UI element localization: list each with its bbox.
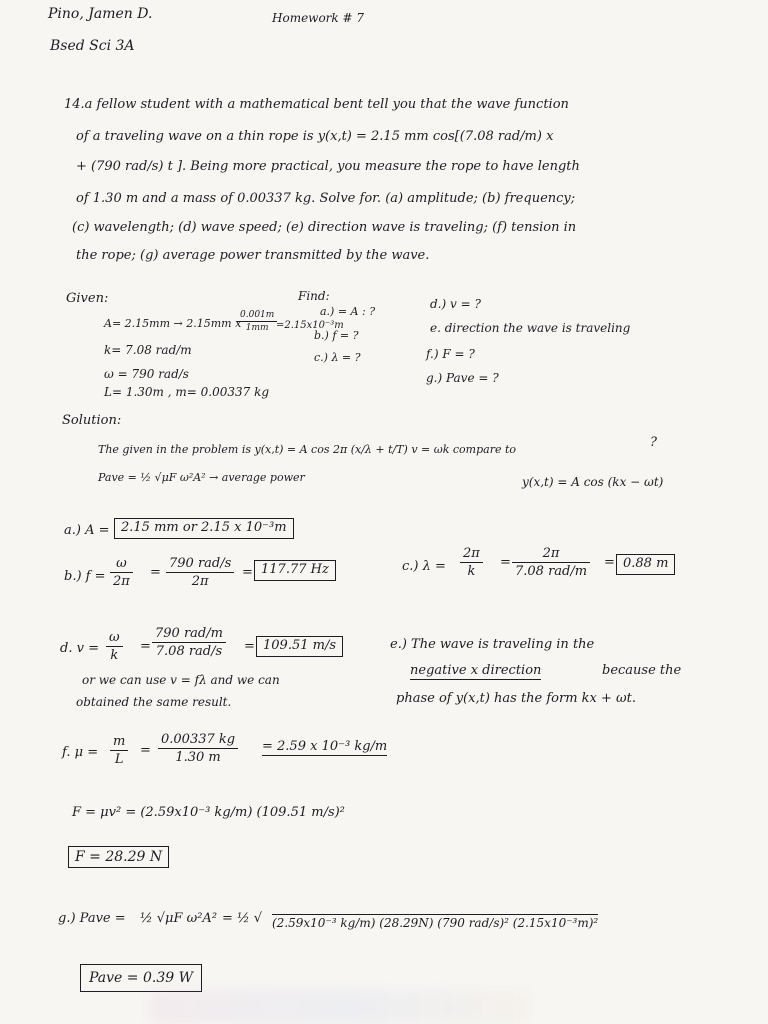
answer-g-substitution: (2.59x10⁻³ kg/m) (28.29N) (790 rad/s)² (2.15x10⁻³m)² (272, 916, 599, 930)
answer-f-tension-equation: F = μv² = (2.59x10⁻³ kg/m) (109.51 m/s)² (72, 805, 345, 820)
answer-d-box: 109.51 m/s (256, 636, 343, 657)
answer-f-equals: = (140, 743, 151, 758)
answer-d-equals-2: = (244, 639, 255, 654)
answer-c-fraction-2: 2π 7.08 rad/m (512, 546, 590, 579)
solution-average-power: Pave = ½ √μF ω²A² → average power (98, 471, 305, 484)
find-d: d.) v = ? (430, 297, 481, 311)
answer-d-label: d. v = (60, 641, 99, 656)
answer-f-label: f. μ = (62, 745, 99, 760)
answer-d-note-2: obtained the same result. (76, 695, 232, 709)
answer-e-line-2: because the (602, 663, 682, 678)
answer-e-line-3: phase of y(x,t) has the form kx + ωt. (396, 691, 637, 706)
answer-g-box: Pave = 0.39 W (80, 964, 202, 992)
find-c: c.) λ = ? (314, 351, 361, 364)
problem-line-4: of 1.30 m and a mass of 0.00337 kg. Solve for. (a) amplitude; (b) frequency; (76, 191, 576, 206)
answer-c-fraction-1: $\frac{2\pi}{k}$ (460, 546, 483, 579)
answer-b-equals: = (150, 565, 161, 580)
answer-b-equals-2: = (242, 565, 253, 580)
answer-g-label: g.) Pave = (58, 911, 126, 926)
solution-question-mark: ? (650, 435, 657, 450)
homework-title: Homework # 7 (272, 11, 364, 25)
answer-b-fraction-2: 790 rad/s 2π (166, 556, 234, 589)
given-wavenumber: k= 7.08 rad/m (104, 343, 192, 357)
answer-b-fraction-1: $\frac{\omega}{2\pi}$ (110, 556, 133, 589)
answer-c-equals: = (500, 555, 511, 570)
answer-a-label: a.) A = (64, 523, 110, 538)
problem-line-1: 14.a fellow student with a mathematical bent tell you that the wave function (64, 97, 569, 112)
answer-g-formula: ½ √μF ω²A² (140, 911, 218, 926)
solution-label: Solution: (62, 413, 122, 428)
solution-given-equation: The given in the problem is y(x,t) = A cos 2π (x/λ + t/T) v = ωk compare to (98, 443, 517, 456)
answer-d-fraction-2: 790 rad/m 7.08 rad/s (152, 626, 226, 659)
problem-line-2: of a traveling wave on a thin rope is y(x,t) = 2.15 mm cos[(7.08 rad/m) x (76, 129, 554, 144)
answer-d-fraction-1: $\frac{\omega}{k}$ (106, 630, 123, 663)
find-label: Find: (298, 289, 330, 303)
answer-c-equals-2: = (604, 555, 615, 570)
given-amplitude-conversion: $\frac{0.001m}{1mm}$ (237, 310, 277, 333)
solution-compare-equation: y(x,t) = A cos (kx − ωt) (522, 475, 664, 489)
answer-b-box: 117.77 Hz (254, 560, 336, 581)
find-f: f.) F = ? (426, 347, 475, 361)
given-amplitude-result: =2.15x10⁻³m (276, 320, 344, 331)
answer-f-mu-result: = 2.59 x 10⁻³ kg/m (262, 739, 388, 754)
find-a: a.) = A : ? (320, 305, 376, 318)
answer-f-fraction-1: $\frac{m}{L}$ (110, 734, 128, 767)
find-b: b.) f = ? (314, 329, 359, 342)
given-label: Given: (66, 291, 109, 306)
problem-line-3: + (790 rad/s) t ]. Being more practical, you measure the rope to have length (76, 159, 580, 174)
answer-e-line-1: e.) The wave is traveling in the (390, 637, 595, 652)
problem-line-6: the rope; (g) average power transmitted by the wave. (76, 248, 430, 263)
answer-g-radical: = ½ √ (222, 911, 263, 926)
student-section: Bsed Sci 3A (50, 38, 135, 54)
given-amplitude: A= 2.15mm → 2.15mm x (104, 317, 242, 330)
paper-smudge (150, 990, 530, 1024)
student-name: Pino, Jamen D. (48, 6, 153, 22)
answer-c-label: c.) λ = (402, 559, 446, 574)
answer-d-equals: = (140, 639, 151, 654)
given-length-mass: L= 1.30m , m= 0.00337 kg (104, 385, 270, 399)
answer-c-box: 0.88 m (616, 554, 675, 575)
answer-d-note-1: or we can use v = fλ and we can (82, 673, 280, 687)
answer-f-fraction-2: $\frac{0.00337 kg}{1.30 m}$ (158, 732, 238, 765)
answer-b-label: b.) f = (64, 569, 106, 584)
find-e: e. direction the wave is traveling (430, 321, 631, 335)
find-g: g.) Pave = ? (426, 371, 499, 385)
given-angular-frequency: ω = 790 rad/s (104, 367, 189, 381)
answer-f-box: F = 28.29 N (68, 846, 169, 868)
problem-line-5: (c) wavelength; (d) wave speed; (e) direction wave is traveling; (f) tension in (72, 220, 577, 235)
answer-e-direction: negative x direction (410, 663, 542, 678)
answer-a-box: 2.15 mm or 2.15 x 10⁻³m (114, 518, 294, 539)
